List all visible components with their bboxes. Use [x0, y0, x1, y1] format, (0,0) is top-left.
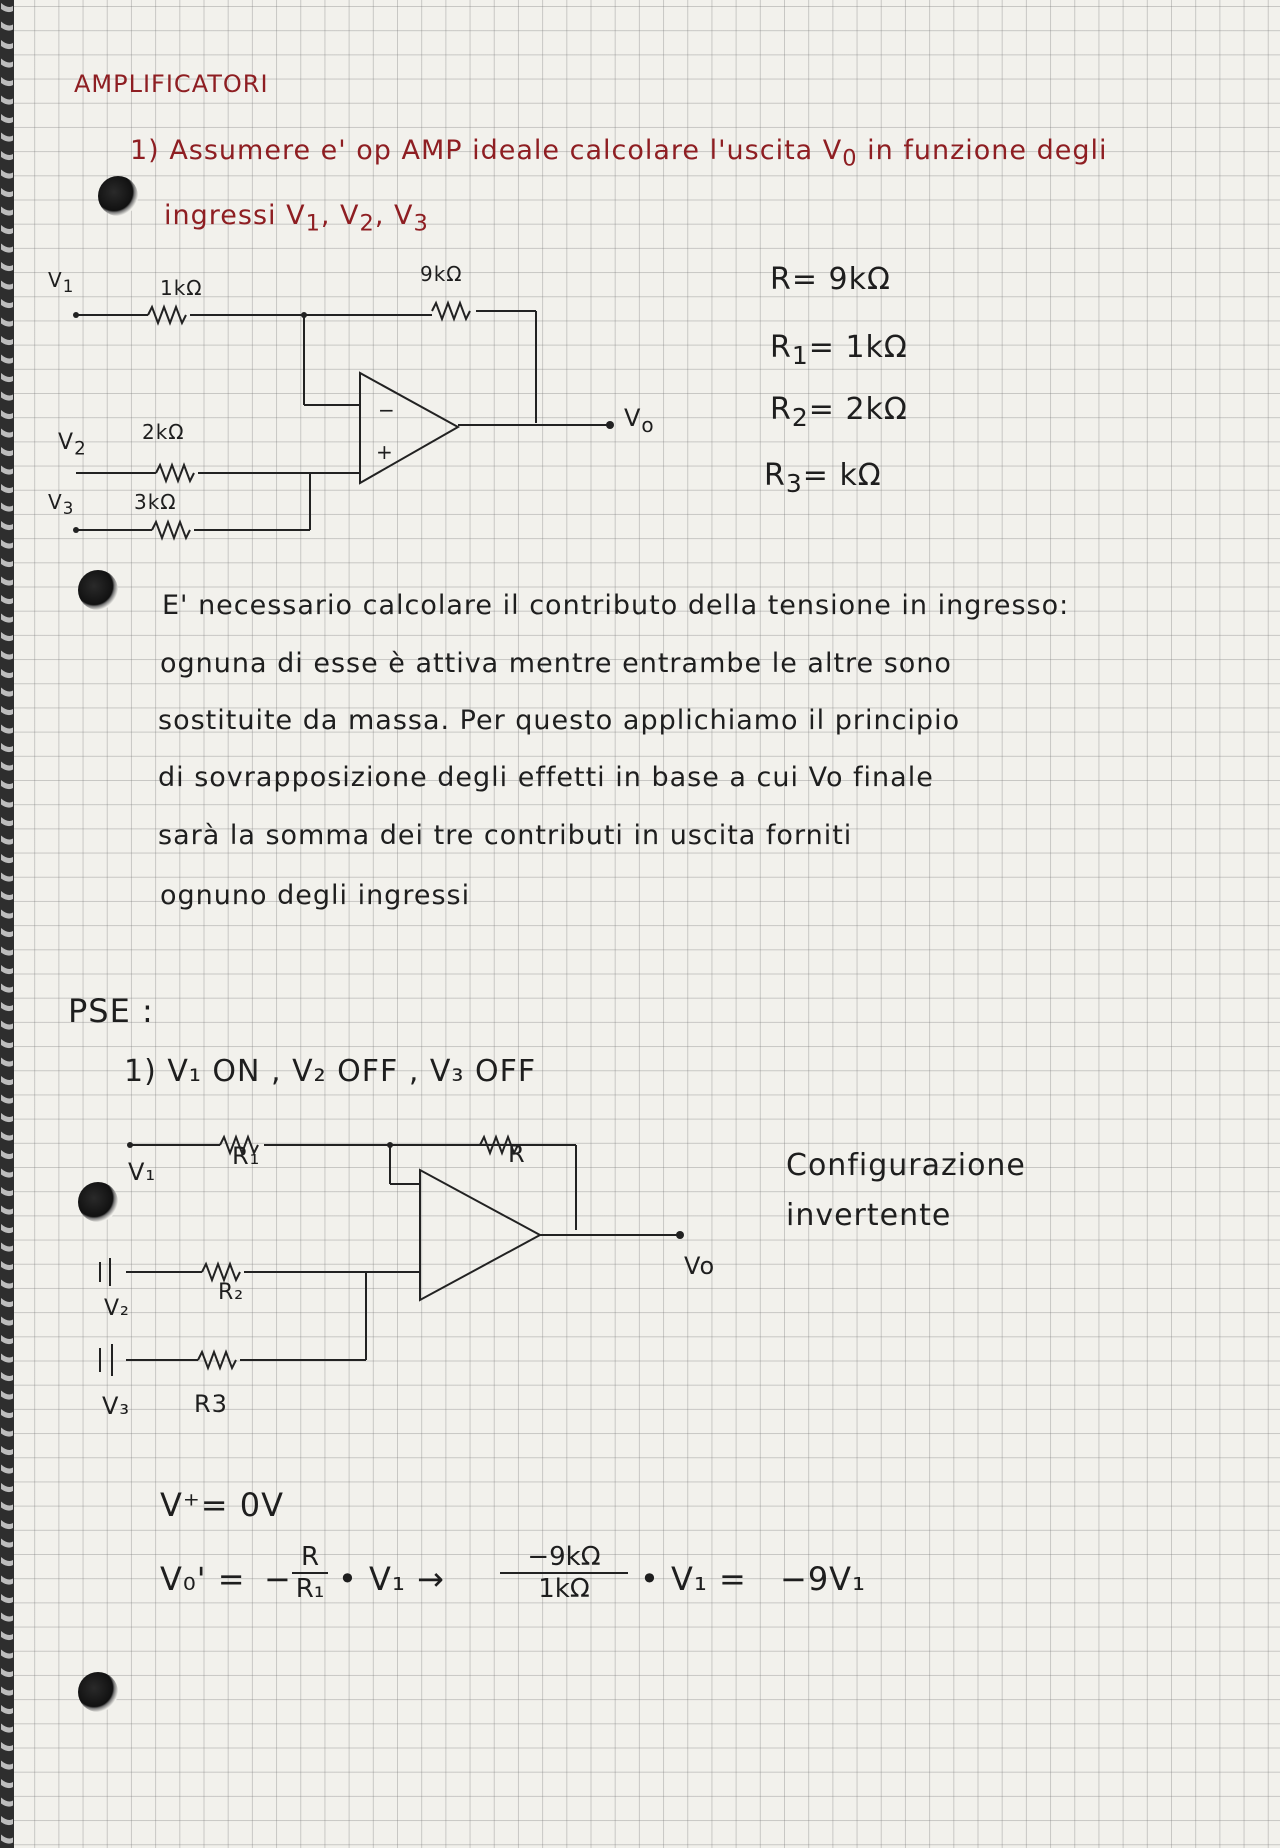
label-vo-sub: o	[641, 412, 655, 437]
input-node-v3	[73, 527, 79, 533]
punch-hole	[78, 570, 118, 610]
value-r2-sub: 2	[791, 403, 809, 432]
fraction-9k-over-1k	[500, 1542, 628, 1604]
vplus-equation: V⁺= 0V	[160, 1486, 285, 1524]
input-sub-2: 2	[359, 210, 375, 237]
label-v3	[48, 490, 74, 518]
page-title: AMPLIFICATORI	[74, 70, 269, 98]
value-r1	[770, 330, 908, 370]
value-r3-value: = kΩ	[802, 458, 882, 493]
case-1-heading: 1) V₁ ON , V₂ OFF , V₃ OFF	[124, 1054, 537, 1089]
label-v2-text: V	[58, 430, 75, 455]
value-r2-name: R	[770, 392, 792, 427]
op-amp-symbol	[360, 373, 458, 483]
label-vo	[624, 404, 655, 437]
exercise-text2: ingressi V	[164, 200, 306, 231]
value-r3	[764, 458, 882, 498]
value-r2	[770, 392, 908, 432]
times-v1-equals: • V₁ =	[640, 1560, 747, 1598]
value-r1-sub: 1	[791, 341, 809, 370]
c2-label-vo: Vo	[684, 1252, 716, 1280]
fraction-numerator: R	[300, 1542, 320, 1572]
minus-sign: −	[264, 1560, 292, 1598]
input-node-v1	[127, 1142, 133, 1148]
paragraph-line-1: E' necessario calcolare il contributo della tensione in ingresso:	[162, 590, 1070, 621]
summing-amplifier-circuit	[40, 255, 660, 555]
c2-label-r2: R₂	[218, 1280, 245, 1305]
result-value: −9V₁	[780, 1560, 866, 1598]
resistor-r2	[202, 1264, 240, 1280]
junction-node	[387, 1142, 393, 1148]
label-v3-text: V	[48, 490, 63, 514]
fraction-denominator: R₁	[292, 1572, 328, 1604]
c2-label-r3: R3	[194, 1390, 228, 1418]
label-v2	[58, 430, 87, 459]
vo-prime-lhs: V₀' =	[160, 1560, 246, 1598]
fraction-r-over-r1	[292, 1542, 328, 1604]
paragraph-line-2: ognuna di esse è attiva mentre entrambe le altre sono	[160, 648, 952, 679]
paragraph-line-5: sarà la somma dei tre contributi in uscita forniti	[158, 820, 853, 851]
resistor-9k	[432, 303, 470, 319]
input-node-v1	[73, 312, 79, 318]
fraction-denominator: 1kΩ	[500, 1572, 628, 1604]
pse-label: PSE :	[68, 992, 154, 1030]
junction-node	[301, 312, 307, 318]
output-node	[606, 421, 614, 429]
value-r1-name: R	[770, 330, 792, 365]
input-sub-3: 3	[413, 210, 429, 237]
label-vo-text: V	[624, 404, 642, 432]
value-r3-sub: 3	[785, 469, 803, 498]
value-r-name: R	[770, 262, 792, 297]
c2-label-v1: V₁	[128, 1158, 157, 1186]
paragraph-line-3: sostituite da massa. Per questo applichiamo il principio	[158, 705, 961, 736]
note-inverting: invertente	[786, 1198, 952, 1233]
paragraph-line-6: ognuno degli ingressi	[160, 880, 471, 911]
fraction-numerator: −9kΩ	[527, 1542, 601, 1572]
exercise-number: 1)	[130, 135, 160, 166]
spiral-binding-graphic	[0, 0, 14, 1848]
inverting-amplifier-circuit	[90, 1120, 710, 1420]
c2-label-r: R	[508, 1140, 526, 1168]
opamp-plus: +	[376, 440, 393, 464]
value-r-value: = 9kΩ	[791, 262, 891, 297]
label-r9k: 9kΩ	[420, 262, 463, 286]
label-v3-sub: 3	[62, 499, 75, 518]
paragraph-line-4: di sovrapposizione degli effetti in base a cui Vo finale	[158, 762, 934, 793]
c2-label-r1: R₁	[232, 1142, 261, 1170]
exercise-statement-line1	[130, 135, 1108, 171]
value-r2-value: = 2kΩ	[808, 392, 908, 427]
exercise-statement-line2: ingressi $V_1$, $V_2$, $V_3$	[164, 200, 429, 237]
input-sub-1: 1	[305, 210, 321, 237]
c2-label-v2: V₂	[104, 1296, 130, 1321]
c2-label-v3: V₃	[102, 1392, 131, 1420]
resistor-3k	[152, 522, 190, 538]
opamp-minus: −	[378, 398, 395, 422]
label-v1	[48, 268, 74, 296]
label-r2k: 2kΩ	[142, 420, 185, 444]
value-r	[770, 262, 891, 297]
label-v1-text: V	[48, 268, 63, 292]
label-r1k: 1kΩ	[160, 276, 203, 300]
label-v1-sub: 1	[62, 277, 75, 296]
op-amp-symbol	[420, 1170, 540, 1300]
exercise-sub: 0	[842, 145, 858, 172]
resistor-2k	[156, 465, 194, 481]
times-v1-arrow: • V₁ →	[338, 1560, 445, 1598]
exercise-text-end: in funzione degli	[857, 135, 1108, 166]
punch-hole	[98, 176, 138, 216]
punch-hole	[78, 1672, 118, 1712]
label-v2-sub: 2	[74, 438, 87, 460]
label-r3k: 3kΩ	[134, 490, 177, 514]
value-r1-value: = 1kΩ	[808, 330, 908, 365]
output-node	[676, 1231, 684, 1239]
value-r3-name: R	[764, 458, 786, 493]
resistor-r3	[198, 1352, 236, 1368]
exercise-text: Assumere e' op AMP ideale calcolare l'uscita V	[169, 135, 843, 166]
note-configuration: Configurazione	[786, 1148, 1026, 1183]
resistor-1k	[148, 307, 186, 323]
spiral-binding	[0, 0, 14, 1848]
